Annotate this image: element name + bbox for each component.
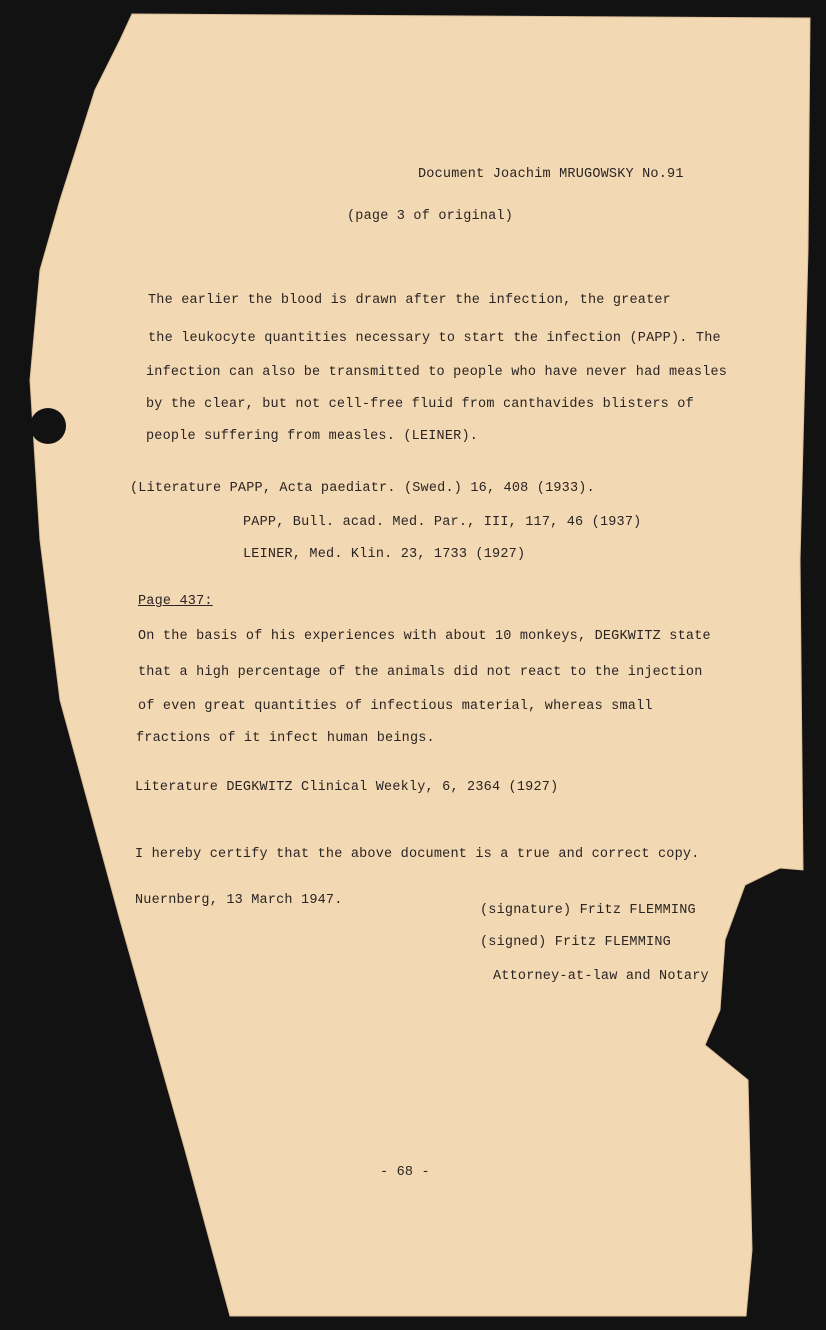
page-number: - 68 -	[380, 1165, 430, 1180]
signature-line-2: (signed) Fritz FLEMMING	[480, 935, 671, 950]
paragraph1-line3: infection can also be transmitted to people who have never had measles	[146, 365, 728, 380]
paragraph1-line5: people suffering from measles. (LEINER).	[146, 429, 479, 444]
literature-degkwitz: Literature DEGKWITZ Clinical Weekly, 6, 2364 (1927)	[135, 780, 559, 795]
paragraph2-line3: of even great quantities of infectious material, whereas small	[138, 699, 653, 714]
paragraph1-line4: by the clear, but not cell-free fluid from canthavides blisters of	[146, 397, 694, 412]
notary-title: Attorney-at-law and Notary	[493, 969, 709, 984]
literature-line3: LEINER, Med. Klin. 23, 1733 (1927)	[243, 547, 526, 562]
page-437-heading: Page 437:	[138, 594, 213, 609]
paragraph1-line1: The earlier the blood is drawn after the infection, the greater	[148, 293, 671, 308]
place-and-date: Nuernberg, 13 March 1947.	[135, 893, 343, 908]
literature-line1: (Literature PAPP, Acta paediatr. (Swed.) 16, 408 (1933).	[130, 481, 595, 496]
paragraph2-line4: fractions of it infect human beings.	[136, 731, 435, 746]
signature-line-1: (signature) Fritz FLEMMING	[480, 903, 696, 918]
certification-statement: I hereby certify that the above document is a true and correct copy.	[135, 847, 700, 862]
paragraph2-line2: that a high percentage of the animals did not react to the injection	[138, 665, 703, 680]
paragraph1-line2: the leukocyte quantities necessary to start the infection (PAPP). The	[148, 331, 721, 346]
original-page-reference: (page 3 of original)	[347, 209, 514, 224]
literature-line2: PAPP, Bull. acad. Med. Par., III, 117, 46 (1937)	[243, 515, 642, 530]
paragraph2-line1: On the basis of his experiences with about 10 monkeys, DEGKWITZ state	[138, 629, 711, 644]
document-reference: Document Joachim MRUGOWSKY No.91	[418, 167, 684, 182]
